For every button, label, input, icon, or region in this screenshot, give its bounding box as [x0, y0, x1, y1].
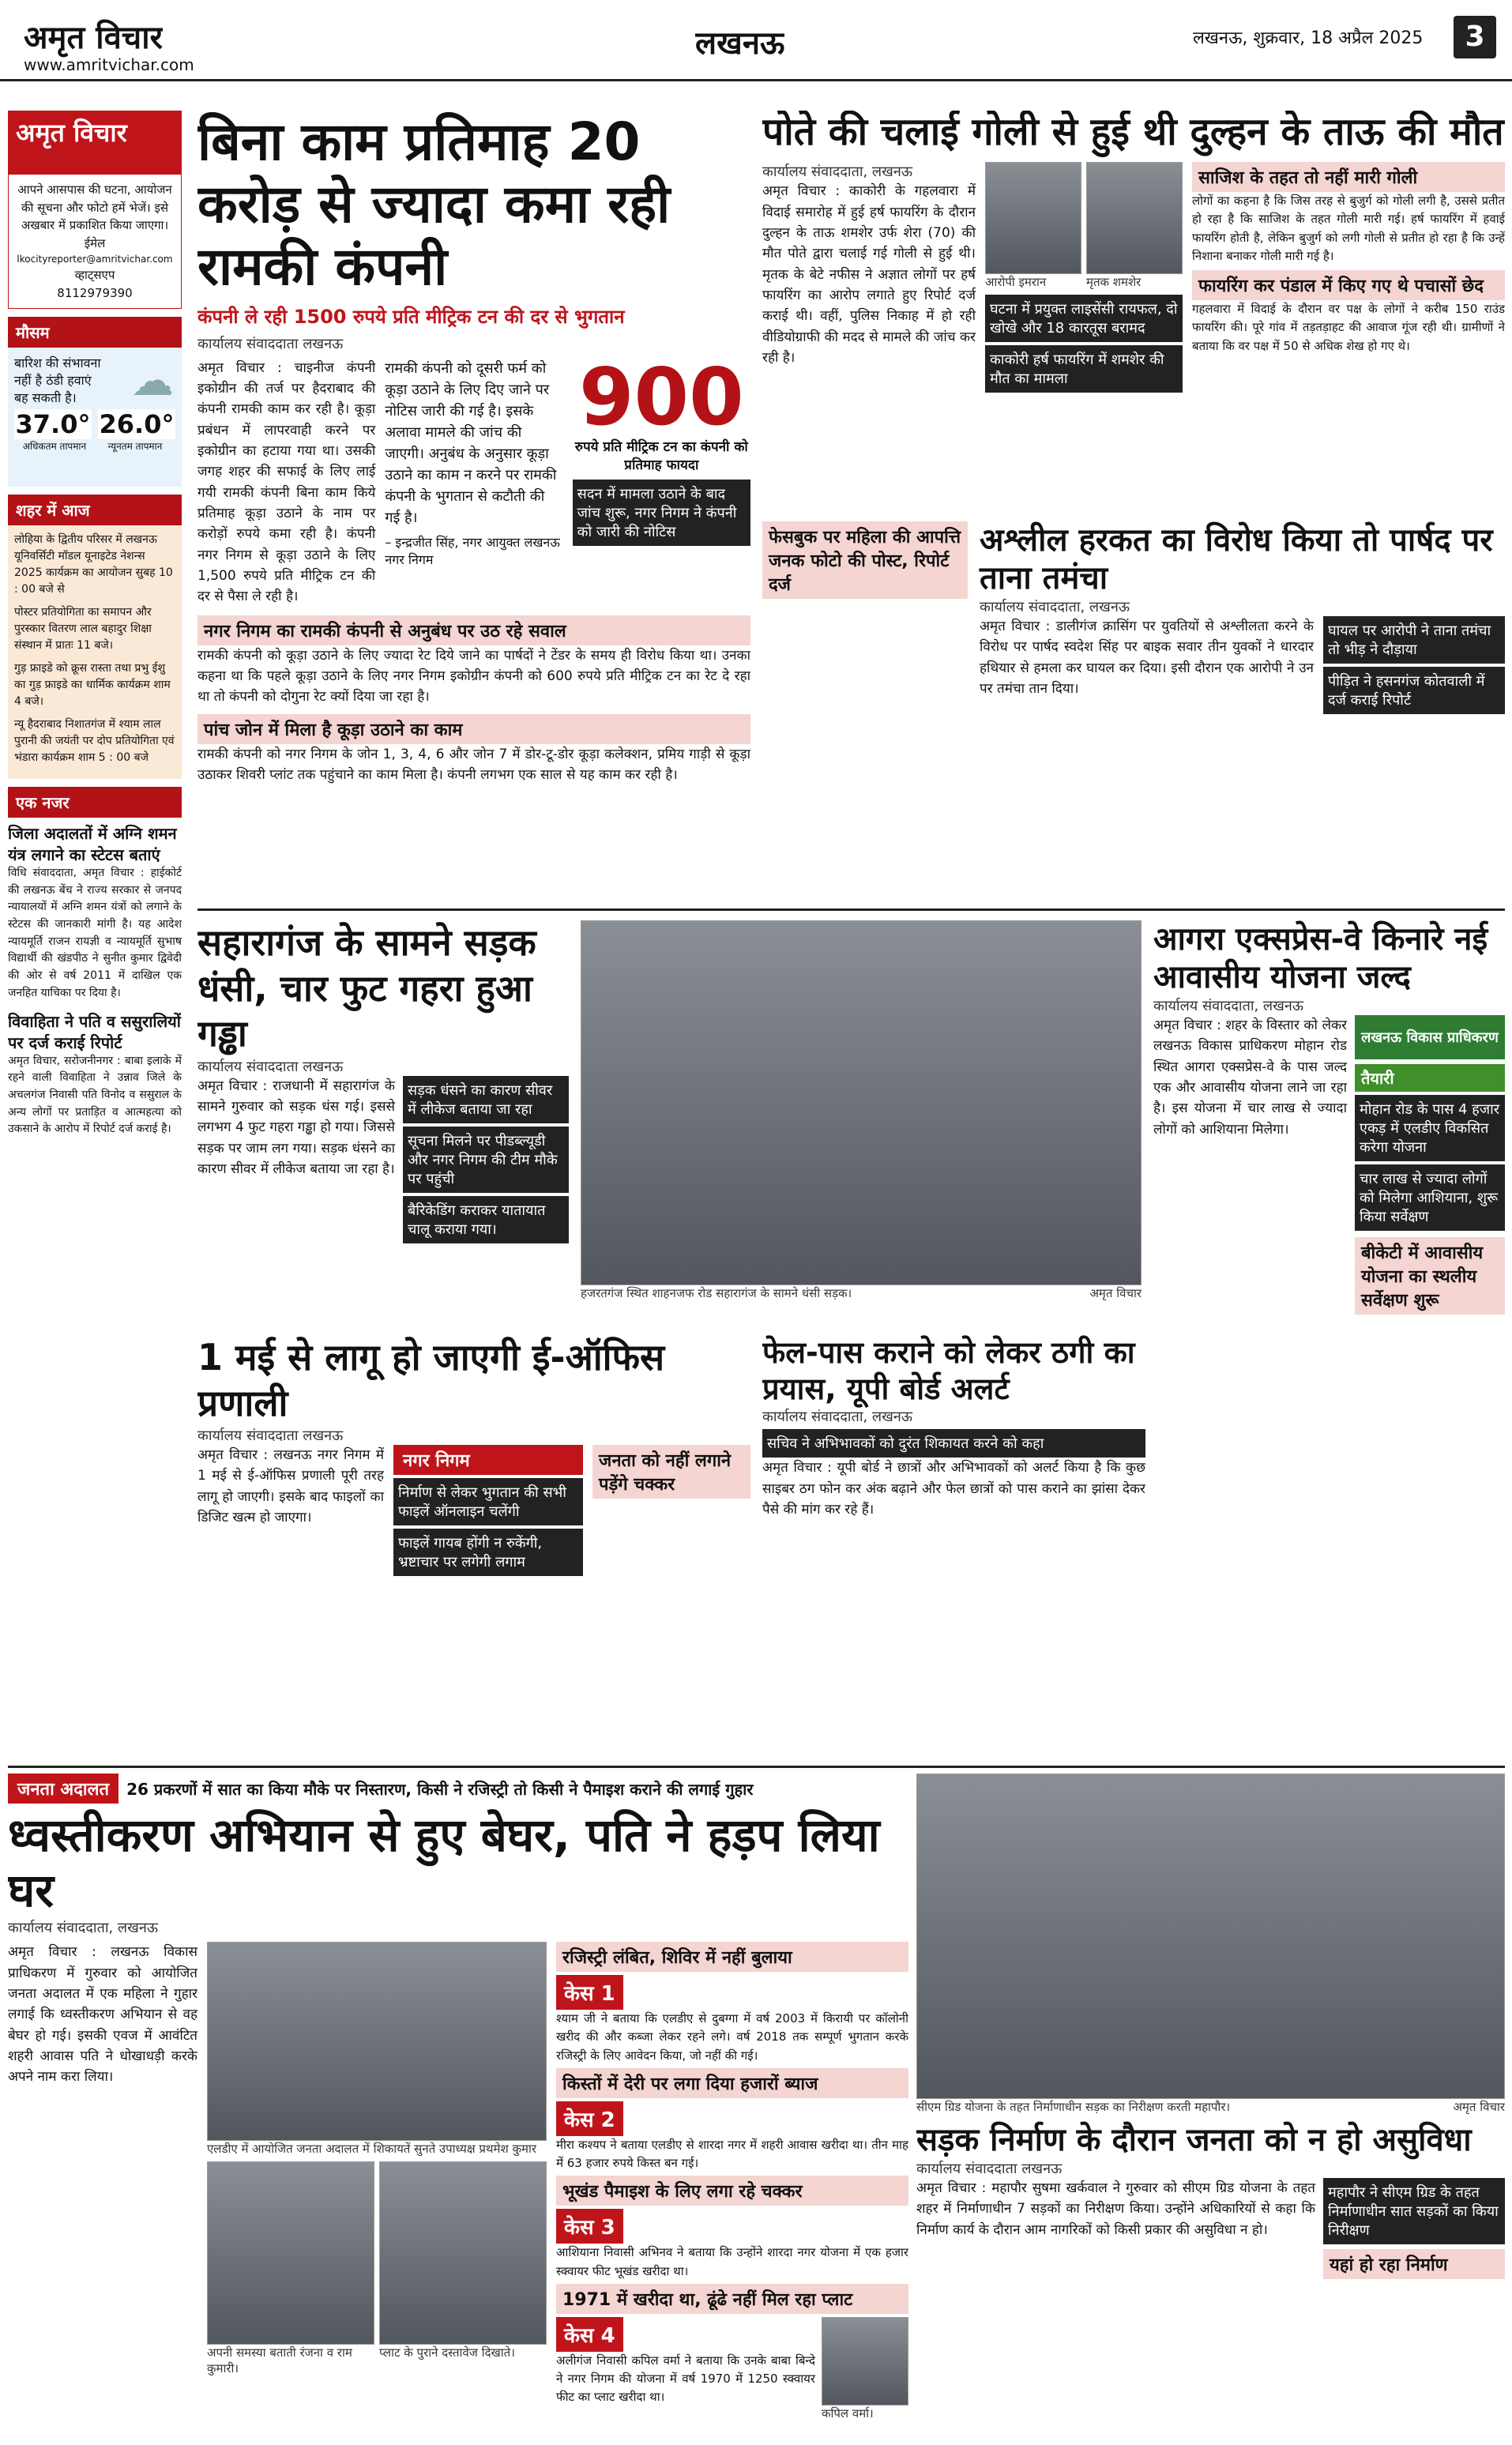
byline: कार्यालय संवाददाता, लखनऊ	[980, 599, 1130, 615]
photo-caption: अपनी समस्या बताती रंजना व राम कुमारी।	[207, 2345, 352, 2376]
photo-credit: अमृत विचार	[1089, 1286, 1142, 1300]
promo-text: आपने आसपास की घटना, आयोजन की सूचना और फोटो हमें भेजें। इसे अखबार में प्रकाशित किया जाएगा।	[17, 182, 172, 232]
photo-caption: हजरतगंज स्थित शाहनजफ रोड सहारागंज के सामने धंसी सड़क।	[581, 1286, 852, 1300]
brief-title: विवाहिता ने पति व ससुरालियों पर दर्ज कराई रिपोर्ट	[8, 1011, 181, 1052]
section-subhead: फेसबुक पर महिला की आपत्ति जनक फोटो की पोस्ट, रिपोर्ट दर्ज	[762, 521, 968, 599]
key-point: सूचना मिलने पर पीडब्ल्यूडी और नगर निगम की टीम मौके पर पहुंची	[403, 1127, 569, 1193]
key-point: मोहान रोड के पास 4 हजार एकड़ में एलडीए विकसित करेगा योजना	[1355, 1095, 1505, 1161]
byline: कार्यालय संवाददाता, लखनऊ	[762, 164, 912, 181]
page-number: 3	[1454, 16, 1496, 58]
section-subhead: साजिश के तहत तो नहीं मारी गोली	[1192, 162, 1505, 192]
key-point: घायल पर आरोपी ने ताना तमंचा तो भीड़ ने दौड़ाया	[1323, 616, 1505, 664]
divider	[8, 1766, 1505, 1768]
brief-title: जिला अदालतों में अग्नि शमन यंत्र लगाने का स्टेटस बताएं	[8, 824, 177, 864]
event-item: न्यू हैदराबाद निशातगंज में श्याम लाल पुरानी की जयंती पर दोप प्रतियोगिता एवं भंडारा कार्यक्रम शाम 5 : 00 बजे	[14, 718, 175, 764]
key-point: बैरिकेडिंग कराकर यातायात चालू कराया गया।	[403, 1196, 569, 1243]
article-body: अमृत विचार : महापौर सुषमा खर्कवाल ने गुरुवार को सीएम ग्रिड योजना के तहत शहर में निर्माणाधीन 7 सड़कों का निरीक्षण किया। उन्होंने अधिकारियों से कहा कि निर्माण कार्य के दौरान आम नागरिकों को किसी प्रकार की असुविधा न हो।	[916, 2180, 1315, 2238]
section-tag: नगर निगम	[393, 1445, 583, 1475]
case-label: केस 1	[556, 1975, 623, 2010]
photo-credit: अमृत विचार	[1453, 2100, 1505, 2114]
headline: बिना काम प्रतिमाह 20 करोड़ से ज्यादा कमा रही रामकी कंपनी	[197, 111, 671, 298]
story-shooting	[762, 111, 1505, 513]
byline: कार्यालय संवाददाता, लखनऊ	[1153, 998, 1303, 1014]
brand-name: अमृत विचार	[24, 20, 163, 56]
section-tag: जनता अदालत	[8, 1774, 118, 1804]
key-point: घटना में प्रयुक्त लाइसेंसी रायफल, दो खोखे और 18 कारतूस बरामद	[985, 295, 1183, 342]
article-body: अमृत विचार : लखनऊ नगर निगम में 1 मई से ई-ऑफिस प्रणाली पूरी तरह लागू हो जाएगी। इसके बाद फाइलों का डिजिट खत्म हो जाएगा।	[197, 1447, 384, 1526]
left-sidebar	[8, 111, 182, 1691]
subheadline: कंपनी ले रही 1500 रुपये प्रति मीट्रिक टन की दर से भुगतान	[197, 305, 625, 328]
story-exam-fraud	[762, 1335, 1145, 1754]
article-body: अमृत विचार : काकोरी के गहलवारा में विदाई समारोह में हुई हर्ष फायरिंग के दौरान दुल्हन के ताऊ शमशेर उर्फ शेरा (70) की मौत पोते द्वारा चलाई गई गोली से हुई थी। मृतक के बेटे नफीस ने अज्ञात लोगों पर हर्ष फायरिंग का आरोप लगाते हुए रिपोर्ट दर्ज कराई थी। वहीं, पुलिस निकाह में हो रही वीडियोग्राफी की मदद से मामले की जांच कर रही है।	[762, 183, 976, 366]
figure-box	[573, 350, 750, 607]
temp-min-label: न्यूनतम तापमान	[107, 441, 163, 452]
dateline: लखनऊ, शुक्रवार, 18 अप्रैल 2025	[1193, 28, 1424, 48]
headline: अश्लील हरकत का विरोध किया तो पार्षद पर ताना तमंचा	[980, 522, 1493, 596]
website-link[interactable]: www.amritvichar.com	[24, 55, 194, 74]
key-point: सदन में मामला उठाने के बाद जांच शुरू, नगर निगम ने कंपनी को जारी की नोटिस	[573, 480, 750, 546]
section-body: रामकी कंपनी को नगर निगम के जोन 1, 3, 4, 6 और जोन 7 में डोर-टू-डोर कूड़ा कलेक्शन, प्रमिय गाड़ी से कूड़ा उठाकर शिवरी प्लांट तक पहुंचाने का काम मिला है। कंपनी लगभग एक साल से यह काम कर रही है।	[197, 746, 750, 784]
article-body: अमृत विचार : यूपी बोर्ड ने छात्रों और अभिभावकों को अलर्ट किया है कि कुछ साइबर ठग फोन कर अंक बढ़ाने और फेल छात्रों को पास कराने का झांसा देकर पैसे की मांग कर रहे हैं।	[762, 1460, 1145, 1518]
case-heading: किस्तों में देरी पर लगा दिया हजारों ब्याज	[556, 2068, 908, 2098]
event-item: लोहिया के द्वितीय परिसर में लखनऊ यूनिवर्सिटी मॉडल यूनाइटेड नेशन्स 2025 कार्यक्रम का आयोजन सुबह 10 : 00 बजे से	[14, 533, 173, 596]
city-edition: लखनऊ	[695, 25, 785, 62]
article-body: अमृत विचार : राजधानी में सहारागंज के सामने गुरुवार को सड़क धंस गई। इससे लगभग 4 फुट गहरा गड्ढा हो गया। जिससे सड़क पर जाम लग गया। सड़क धंसने का कारण सीवर में लीकेज बताया जा रहा है।	[197, 1078, 395, 1177]
brief-body: विधि संवाददाता, अमृत विचार : हाईकोर्ट की लखनऊ बेंच ने राज्य सरकार से जनपद न्यायालयों में अग्नि शमन यंत्रों को लगाने के स्टेटस की जानकारी मांगी है। यह आदेश न्यायमूर्ति राजन रायज्ञी व न्यायमूर्ति सुभाष विद्यार्थी की खंडपीठ ने सुनीत कुमार द्विवेदी की ओर से वर्ष 2011 में दाखिल एक जनहित याचिका पर दिया है।	[8, 867, 182, 999]
divider	[197, 908, 1505, 911]
city-events	[8, 525, 182, 779]
key-point: फाइलें गायब होंगी न रुकेंगी, भ्रष्टाचार पर लगेगी लगाम	[393, 1529, 583, 1576]
story-agra-expressway	[1153, 920, 1505, 1758]
city-events-heading: शहर में आज	[8, 495, 182, 525]
event-item: पोस्टर प्रतियोगिता का समापन और पुरस्कार वितरण लाल बहादुर शिक्षा संस्थान में प्रातः 11 बजे।	[14, 606, 152, 652]
key-point: महापौर ने सीएम ग्रिड के तहत निर्माणाधीन सात सड़कों का किया निरीक्षण	[1323, 2178, 1505, 2244]
section-subhead: नगर निगम का रामकी कंपनी से अनुबंध पर उठ रहे सवाल	[197, 615, 750, 645]
case-text: श्याम जी ने बताया कि एलडीए से दुबग्गा में वर्ष 2003 में किरायी पर कॉलोनी खरीद की और कब्जा लेकर रहने लगे। वर्ष 2018 तक सम्पूर्ण भुगतान करके रजिस्ट्री के लिए आवेदन किया, जो नहीं की गई।	[556, 2011, 908, 2063]
big-figure: 900	[578, 350, 744, 443]
section-body: रामकी कंपनी को कूड़ा उठाने के लिए ज्यादा रेट दिये जाने का पार्षदों ने टेंडर के समय ही विरोध किया था। उनका कहना था कि पहले कूड़ा उठाने के लिए नगर निगम इकोग्रीन कंपनी को 600 रुपये प्रति मीट्रिक टन का रेट दे रहा था तो कंपनी को दोगुना रेट क्यों दिया जा रहा है।	[197, 647, 750, 705]
photo-janta-adalat	[207, 1942, 547, 2141]
photo-caption: सीएम ग्रिड योजना के तहत निर्माणाधीन सड़क का निरीक्षण करती महापौर।	[916, 2100, 1231, 2114]
photo-kapil	[822, 2317, 908, 2406]
case-label: केस 3	[556, 2209, 623, 2244]
whatsapp-number: 8112979390	[57, 285, 133, 300]
temp-max-label: अधिकतम तापमान	[22, 441, 87, 452]
byline: कार्यालय संवाददाता, लखनऊ	[8, 1920, 158, 1937]
photo-sinkhole	[581, 920, 1142, 1285]
key-point: सचिव ने अभिभावकों को दुरंत शिकायत करने को कहा	[762, 1429, 1145, 1458]
photo-caption: मृतक शमशेर	[1086, 275, 1142, 290]
weather-box	[8, 348, 182, 487]
headline: पोते की चलाई गोली से हुई थी दुल्हन के ताऊ की मौत	[762, 111, 1504, 154]
case-heading: रजिस्ट्री लंबित, शिविर में नहीं बुलाया	[556, 1942, 908, 1972]
section-subhead: बीकेटी में आवासीय योजना का स्थलीय सर्वेक्षण शुरू	[1355, 1237, 1505, 1315]
photo-caption: आरोपी इमरान	[985, 275, 1047, 290]
headline: 1 मई से लागू हो जाएगी ई-ऑफिस प्रणाली	[197, 1336, 665, 1424]
photo-accused	[985, 162, 1081, 274]
article-body: अमृत विचार : डालीगंज क्रासिंग पर युवतियों से अश्लीलता करने के विरोध पर पार्षद स्वदेश सिंह पर बाइक सवार तीन युवकों ने धारदार हथियार से हमला कर घायल कर दिया। इसी दौरान एक आरोपी ने उन पर तमंचा तान दिया।	[980, 619, 1314, 698]
section-body: गहलवारा में विदाई के दौरान वर पक्ष के लोगों ने करीब 150 राउंड फायरिंग की। पूरे गांव में तड़तड़ाहट की आवाज गूंज रही थी। ग्रामीणों ने बताया कि वर पक्ष में 50 से अधिक शेख हो गए थे।	[1192, 302, 1505, 353]
key-point: पीड़ित ने हसनगंज कोतवाली में दर्ज कराई रिपोर्ट	[1323, 667, 1505, 714]
byline: कार्यालय संवाददाता, लखनऊ	[762, 1409, 912, 1426]
kicker: 26 प्रकरणों में सात का किया मौके पर निस्तारण, किसी ने रजिस्ट्री तो किसी ने पैमाइश कराने की लगाई गुहार	[126, 1779, 754, 1799]
photo-complainants	[207, 2161, 374, 2345]
ek-nazar-heading: एक नजर	[8, 787, 182, 818]
photo-documents	[379, 2161, 547, 2345]
byline: कार्यालय संवाददाता लखनऊ	[197, 1058, 344, 1075]
case-text: आशियाना निवासी अभिनव ने बताया कि उन्होंने शारदा नगर योजना में एक हजार स्क्वायर फीट भूखंड खरीदा था।	[556, 2245, 908, 2278]
weather-heading: मौसम	[8, 317, 182, 348]
section-subhead: जनता को नहीं लगाने पड़ेंगे चक्कर	[592, 1445, 750, 1499]
quote-box	[385, 358, 562, 607]
case-text: मीरा कश्यप ने बताया एलडीए से शारदा नगर में शहरी आवास खरीदा था। तीन माह में 63 हजार रुपये किस्त बन गई।	[556, 2137, 908, 2171]
headline: फेल-पास कराने को लेकर ठगी का प्रयास, यूपी बोर्ड अलर्ट	[762, 1335, 1135, 1406]
event-item: गुड़ फ्राइडे को क्रूस रास्ता तथा प्रभु ईशु का गुड़ फ्राइडे का धार्मिक कार्यक्रम शाम 4 बजे।	[14, 662, 171, 708]
byline: कार्यालय संवाददाता लखनऊ	[916, 2161, 1063, 2177]
article-body: अमृत विचार : चाइनीज कंपनी इकोग्रीन की तर्ज पर हैदराबाद की कंपनी रामकी काम कर रही है। कूड़ा प्रबंधन में लापरवाही करने पर इकोग्रीन का हटाया गया था। उसकी जगह शहर की सफाई के लिए लाई गयी रामकी कंपनी बिना काम किये प्रतिमाह कूड़ा उठाने के नाम पर करोड़ों रुपये कमा रही है। कंपनी नगर निगम से कूड़ा उठाने के लिए 1,500 रुपये प्रति मीट्रिक टन की दर से पैसा ले रही है।	[197, 359, 376, 605]
story-road-sink	[197, 920, 1145, 1323]
email-label: ईमेल	[84, 235, 106, 250]
headline: आगरा एक्सप्रेस-वे किनारे नई आवासीय योजना जल्द	[1153, 921, 1488, 995]
headline: सहारागंज के सामने सड़क धंसी, चार फुट गहरा हुआ गड्ढा	[197, 921, 536, 1055]
section-subhead: पांच जोन में मिला है कूड़ा उठाने का काम	[197, 714, 750, 744]
whatsapp-label: व्हाट्सएप	[74, 268, 115, 282]
photo-caption: प्लाट के पुराने दस्तावेज दिखाते।	[379, 2345, 515, 2360]
brief-body: अमृत विचार, सरोजनीनगर : बाबा इलाके में रहने वाली विवाहिता ने उन्नाव जिले के अचलगंज निवासी पति विनोद व ससुराल के अन्य लोगों पर प्रताड़ित व आत्महत्या को उकसाने के आरोप में रिपोर्ट दर्ज कराई है।	[8, 1054, 182, 1136]
case-heading: भूखंड पैमाइश के लिए लगा रहे चक्कर	[556, 2176, 908, 2206]
headline: सड़क निर्माण के दौरान जनता को न हो असुविधा	[916, 2122, 1472, 2158]
case-heading: 1971 में खरीदा था, ढूंढे नहीं मिल रहा प्लाट	[556, 2284, 908, 2314]
story-cm-grid	[916, 1774, 1505, 2437]
quote-text: रामकी कंपनी को दूसरी फर्म को कूड़ा उठाने के लिए दिए जाने पर नोटिस जारी की गई है। इसके अलावा मामले की जांच की जाएगी। अनुबंध के अनुसार कूड़ा उठाने का काम न करने पर रामकी कंपनी के भुगतान से कटौती की गई है।	[385, 359, 557, 526]
photo-caption: एलडीए में आयोजित जनता अदालत में शिकायतें सुनते उपाध्यक्ष प्रथमेश कुमार	[207, 2142, 536, 2157]
key-point: सड़क धंसने का कारण सीवर में लीकेज बताया जा रहा	[403, 1076, 569, 1123]
sidebar-logo: अमृत विचार	[8, 111, 182, 174]
headline: ध्वस्तीकरण अभियान से हुए बेघर, पति ने हड़प लिया घर	[8, 1808, 880, 1917]
figure-caption: रुपये प्रति मीट्रिक टन का कंपनी को प्रतिमाह फायदा	[574, 438, 748, 473]
temp-min: 26.0°	[99, 409, 175, 439]
article-body: अमृत विचार : लखनऊ विकास प्राधिकरण में गुरुवार को आयोजित जनता अदालत में एक महिला ने गुहार लगाई कि ध्वस्तीकरण अभियान से वह बेघर हो गई। इसकी एवज में आवंटित शहरी आवास पति ने धोखाधड़ी करके अपने नाम करा लिया।	[8, 1944, 197, 2086]
weather-text: बारिश की संभावना नहीं है ठंडी हवाएं बह सकती है।	[14, 355, 101, 405]
cloud-icon: ☁	[131, 355, 174, 405]
key-point: चार लाख से ज्यादा लोगों को मिलेगा आशियाना, शुरू किया सर्वेक्षण	[1355, 1164, 1505, 1231]
story-obscene	[762, 521, 1505, 885]
masthead	[0, 0, 1512, 81]
photo-mayor-inspection	[916, 1774, 1505, 2099]
key-point: निर्माण से लेकर भुगतान की सभी फाइलें ऑनलाइन चलेंगी	[393, 1478, 583, 1525]
photo-deceased	[1086, 162, 1183, 274]
case-text: अलीगंज निवासी कपिल वर्मा ने बताया कि उनके बाबा बिन्दे ने नगर निगम की योजना में वर्ष 1970 में 1250 स्क्वायर फीट का प्लाट खरीदा था।	[556, 2353, 815, 2405]
email-link[interactable]: lkocityreporter@amritvichar.com	[17, 254, 173, 265]
byline: कार्यालय संवाददाता लखनऊ	[197, 335, 344, 352]
case-label: केस 4	[556, 2317, 623, 2352]
story-janta-adalat	[8, 1774, 908, 2437]
story-ramky	[197, 111, 750, 901]
story-eoffice	[197, 1335, 750, 1754]
section-body: लोगों का कहना है कि जिस तरह से बुजुर्ग को गोली लगी है, उससे प्रतीत हो रहा है कि साजिश के तहत गोली मारी गई। हर्ष फायरिंग में हवाई फायरिंग होती है, लेकिन बुजुर्ग को लगी गोली से प्रतीत हो रहा है कि उन्हें निशाना बनाकर गोली मारी गई है।	[1192, 194, 1505, 263]
photo-caption: कपिल वर्मा।	[822, 2406, 874, 2421]
promo-box	[8, 174, 182, 309]
case-label: केस 2	[556, 2101, 623, 2136]
section-subhead: फायरिंग कर पंडाल में किए गए थे पचासों छेद	[1192, 270, 1505, 300]
prep-heading: तैयारी	[1355, 1064, 1505, 1092]
article-body: अमृत विचार : शहर के विस्तार को लेकर लखनऊ विकास प्राधिकरण मोहान रोड स्थित आगरा एक्सप्रेस-वे के पास जल्द एक और आवासीय योजना लाने जा रहा है। इस योजना में चार लाख से ज्यादा लोगों को आशियाना मिलेगा।	[1153, 1017, 1347, 1138]
byline: कार्यालय संवाददाता लखनऊ	[197, 1428, 344, 1444]
temp-max: 37.0°	[15, 409, 91, 439]
lda-board: लखनऊ विकास प्राधिकरण	[1355, 1015, 1505, 1059]
section-subhead: यहां हो रहा निर्माण	[1323, 2249, 1505, 2279]
quote-attribution: – इन्द्रजीत सिंह, नगर आयुक्त लखनऊ नगर निगम	[385, 534, 560, 567]
key-point: काकोरी हर्ष फायरिंग में शमशेर की मौत का मामला	[985, 345, 1183, 393]
